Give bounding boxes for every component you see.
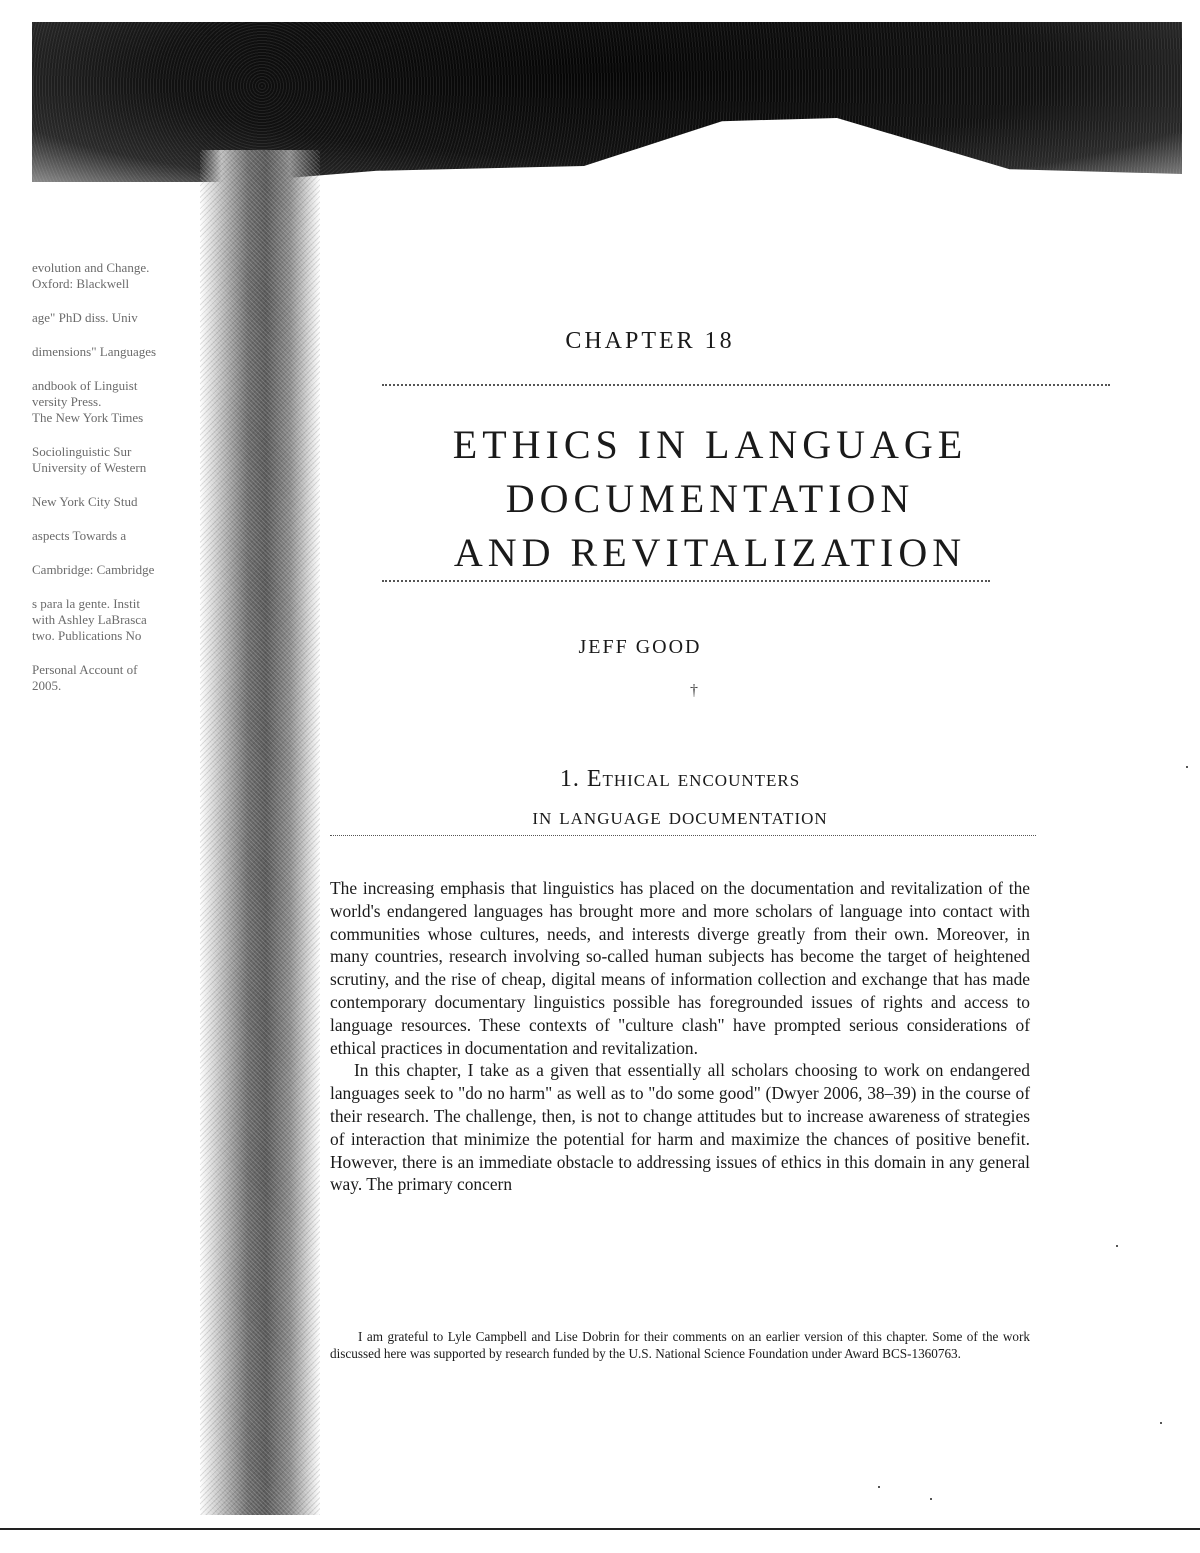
left-page-fragments	[32, 260, 197, 694]
left-page-line: aspects Towards a	[32, 528, 127, 543]
title-rule-bottom	[382, 580, 990, 582]
left-page-line: Sociolinguistic Sur	[32, 444, 132, 459]
fragment-gap	[32, 510, 197, 528]
left-page-line: Oxford: Blackwell	[32, 276, 130, 291]
scan-edge-bottom	[0, 1528, 1200, 1530]
left-page-line: dimensions" Languages	[32, 344, 157, 359]
left-page-line: age" PhD diss. Univ	[32, 310, 138, 325]
left-page-line: Personal Account of	[32, 662, 138, 677]
paragraph-1: The increasing emphasis that linguistics has placed on the documentation and revitalization of the world's endangered languages has brought more and more scholars of language into contact with communities whose cultures, needs, and interests diverge greatly from their own. Moreover, in many countries, research involving so-called human subjects has become the target of heightened scrutiny, and the rise of cheap, digital means of information collection and exchange that has made contemporary documentary linguistics possible has foregrounded issues of rights and access to language resources. These contexts of "culture clash" have prompted serious considerations of ethical practices in documentation and revitalization.	[330, 878, 1030, 1058]
left-page-line: New York City Stud	[32, 494, 138, 509]
left-page-line: 2005.	[32, 678, 62, 693]
title-rule-top	[382, 384, 1110, 386]
section-heading-line-2: in language documentation	[532, 804, 828, 830]
section-heading-line-1	[400, 760, 960, 798]
title-line-1: ETHICS IN LANGUAGE	[452, 422, 968, 467]
scan-speck	[930, 1498, 932, 1500]
title-line-3: AND REVITALIZATION	[453, 530, 967, 575]
chapter-title	[380, 418, 1040, 580]
footnote	[330, 1328, 1030, 1362]
author-footnote-mark: †	[690, 682, 698, 699]
left-page-line: versity Press.	[32, 394, 102, 409]
section-rule	[330, 835, 1036, 836]
paragraph-2: In this chapter, I take as a given that essentially all scholars choosing to work on endangered languages seek to "do no harm" as well as to "do some good" (Dwyer 2006, 38–39) in the course of their research. The challenge, then, is not to change attitudes but to increase awareness of strategies of interaction that minimize the potential for harm and maximize the chances of positive benefit. However, there is an immediate obstacle to addressing issues of ethics in this domain in any general way. The primary concern	[330, 1060, 1030, 1195]
scan-speck	[1186, 766, 1188, 768]
left-page-line: s para la gente. Instit	[32, 596, 140, 611]
fragment-gap	[32, 476, 197, 494]
fragment-gap	[32, 326, 197, 344]
body-text	[330, 877, 1030, 1196]
left-page-line: two. Publications No	[32, 628, 142, 643]
section-title-1: Ethical encounters	[586, 766, 801, 792]
fragment-gap	[32, 292, 197, 310]
fragment-gap	[32, 426, 197, 444]
section-heading	[400, 760, 960, 836]
title-line-2: DOCUMENTATION	[505, 476, 915, 521]
scan-speck	[878, 1486, 880, 1488]
scan-speck	[1160, 1422, 1162, 1424]
left-page-line: University of Western	[32, 460, 147, 475]
author-name: JEFF GOOD	[578, 636, 702, 658]
fragment-gap	[32, 360, 197, 378]
left-page-line: Cambridge: Cambridge	[32, 562, 155, 577]
chapter-number: CHAPTER 18	[565, 328, 735, 354]
section-number: 1.	[559, 766, 580, 792]
left-page-line: with Ashley LaBrasca	[32, 612, 147, 627]
scan-shadow-gutter	[200, 150, 320, 1515]
fragment-gap	[32, 644, 197, 662]
fragment-gap	[32, 544, 197, 562]
fragment-gap	[32, 578, 197, 596]
scan-speck	[1116, 1245, 1118, 1247]
left-page-line: evolution and Change.	[32, 260, 150, 275]
left-page-line: andbook of Linguist	[32, 378, 138, 393]
left-page-line: The New York Times	[32, 410, 144, 425]
footnote-text: I am grateful to Lyle Campbell and Lise Dobrin for their comments on an earlier version of this chapter. Some of the work discussed here was supported by research funded by the U.S. National Science Foundation under Award BCS-1360763.	[330, 1329, 1030, 1361]
